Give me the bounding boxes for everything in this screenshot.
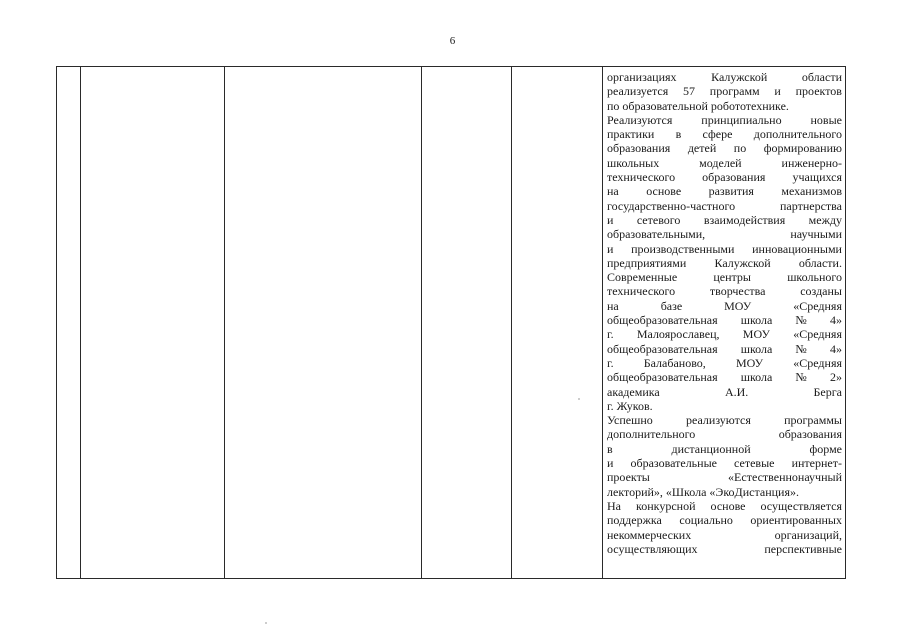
- word: школьного: [787, 270, 842, 285]
- column-divider-4: [511, 67, 512, 578]
- word: г.: [607, 327, 614, 342]
- word: Реализуются: [607, 112, 673, 127]
- word: общеобразовательная: [607, 370, 718, 385]
- word: технического: [607, 284, 676, 299]
- word: и: [774, 84, 781, 99]
- word: государственно-частного: [607, 198, 736, 213]
- word: организаций,: [774, 527, 842, 542]
- word: научными: [790, 227, 842, 242]
- word: области: [801, 70, 842, 84]
- text-line: [607, 528, 842, 542]
- word: конкурсной: [636, 498, 696, 513]
- word: творчества: [709, 284, 766, 299]
- word: механизмов: [781, 184, 842, 199]
- text-line: [607, 156, 842, 170]
- text-line: [607, 99, 842, 113]
- text-line: [607, 84, 842, 98]
- word: базе: [660, 298, 683, 313]
- word: №: [795, 313, 807, 328]
- word: некоммерческих: [607, 527, 692, 542]
- text-line: [607, 199, 842, 213]
- word: Малоярославец,: [636, 327, 720, 342]
- text-line: [607, 327, 842, 341]
- text-line: [607, 470, 842, 484]
- word: моделей: [699, 155, 742, 170]
- word: «ЭкоДистанция».: [709, 484, 799, 499]
- word: образовательные: [630, 456, 717, 471]
- text-line: [607, 227, 842, 241]
- word: «Средняя: [793, 327, 842, 342]
- word: г.: [607, 355, 614, 370]
- word: Успешно: [607, 413, 653, 428]
- word: предприятиями: [607, 255, 687, 270]
- word: МОУ: [724, 298, 752, 313]
- word: осуществляется: [760, 498, 842, 513]
- word: учащихся: [792, 170, 842, 185]
- text-line: [607, 313, 842, 327]
- text-line: [607, 113, 842, 127]
- text-line: [607, 141, 842, 155]
- word: организациях: [607, 70, 677, 84]
- word: 4»: [829, 341, 842, 356]
- word: школьных: [607, 155, 660, 170]
- word: школа: [740, 313, 773, 328]
- text-line: [607, 270, 842, 284]
- word: сетевого: [636, 212, 681, 227]
- word: образования: [702, 170, 766, 185]
- document-table: [56, 66, 846, 579]
- word: образования: [778, 427, 842, 442]
- text-line: [607, 542, 842, 556]
- word: партнерства: [780, 198, 842, 213]
- word: на: [607, 298, 619, 313]
- text-line: [607, 442, 842, 456]
- word: образования: [607, 141, 671, 156]
- word: А.И.: [724, 384, 749, 399]
- text-line: [607, 170, 842, 184]
- word: 4»: [829, 313, 842, 328]
- word: по: [733, 141, 747, 156]
- word: г.: [607, 398, 614, 413]
- text-line: [607, 299, 842, 313]
- word: проектов: [795, 84, 842, 99]
- text-line: [607, 385, 842, 399]
- word: «Естественнонаучный: [728, 470, 842, 485]
- text-line: [607, 127, 842, 141]
- text-line: [607, 399, 842, 413]
- word: Калужской: [711, 70, 768, 84]
- word: образовательными,: [607, 227, 706, 242]
- word: в: [607, 441, 613, 456]
- word: реализуется: [607, 84, 669, 99]
- word: робототехнике.: [710, 98, 789, 113]
- word: №: [795, 370, 807, 385]
- word: практики: [607, 127, 655, 142]
- word: дополнительного: [753, 127, 842, 142]
- word: общеобразовательная: [607, 313, 718, 328]
- text-line: [607, 213, 842, 227]
- word: перспективные: [764, 541, 842, 556]
- word: в: [675, 127, 682, 142]
- word: и: [607, 241, 614, 256]
- word: Балабаново,: [643, 355, 706, 370]
- word: проекты: [607, 470, 650, 485]
- text-line: [607, 256, 842, 270]
- word: сетевые: [734, 456, 775, 471]
- text-line: [607, 370, 842, 384]
- word: общеобразовательная: [607, 341, 718, 356]
- word: академика: [607, 384, 660, 399]
- word: лекторий»,: [607, 484, 663, 499]
- text-line: [607, 70, 842, 84]
- word: Берга: [813, 384, 842, 399]
- word: развития: [708, 184, 754, 199]
- text-line: [607, 184, 842, 198]
- column-divider-5: [602, 67, 603, 578]
- text-line: [607, 499, 842, 513]
- word: Калужской: [714, 255, 771, 270]
- word: «Средняя: [793, 298, 842, 313]
- word: технического: [607, 170, 676, 185]
- word: реализуются: [686, 413, 751, 428]
- text-line: [607, 513, 842, 527]
- word: дистанционной: [671, 441, 751, 456]
- word: центры: [713, 270, 751, 285]
- word: 2»: [829, 370, 842, 385]
- word: МОУ: [742, 327, 770, 342]
- column-divider-3: [421, 67, 422, 578]
- word: 57: [683, 84, 695, 99]
- description-cell: [607, 70, 842, 556]
- word: «Средняя: [793, 355, 842, 370]
- word: инновационными: [752, 241, 842, 256]
- page-number: 6: [449, 35, 456, 47]
- word: созданы: [800, 284, 842, 299]
- column-divider-2: [224, 67, 225, 578]
- word: МОУ: [735, 355, 764, 370]
- word: школа: [740, 341, 773, 356]
- word: «Школа: [665, 484, 707, 499]
- word: программ: [709, 84, 760, 99]
- word: основе: [646, 184, 682, 199]
- word: по: [607, 98, 620, 113]
- word: школа: [740, 370, 773, 385]
- word: форме: [809, 441, 842, 456]
- text-line: [607, 427, 842, 441]
- word: принципиально: [701, 112, 782, 127]
- word: программы: [784, 413, 842, 428]
- word: социально: [679, 513, 733, 528]
- text-line: [607, 356, 842, 370]
- word: ориентированных: [750, 513, 842, 528]
- word: на: [607, 184, 619, 199]
- word: взаимодействия: [703, 212, 786, 227]
- word: инженерно-: [781, 155, 842, 170]
- word: поддержка: [607, 513, 662, 528]
- word: Жуков.: [616, 398, 653, 413]
- word: и: [607, 212, 614, 227]
- column-divider-1: [80, 67, 81, 578]
- word: №: [795, 341, 807, 356]
- word: интернет-: [791, 456, 842, 471]
- scan-speck: [265, 622, 267, 624]
- word: дополнительного: [607, 427, 696, 442]
- word: формированию: [763, 141, 842, 156]
- word: На: [607, 498, 621, 513]
- text-line: [607, 242, 842, 256]
- word: основе: [710, 498, 746, 513]
- scan-speck: [578, 398, 580, 400]
- word: производственными: [631, 241, 735, 256]
- text-line: [607, 456, 842, 470]
- word: осуществляющих: [607, 541, 698, 556]
- text-line: [607, 485, 842, 499]
- text-line: [607, 342, 842, 356]
- text-line: [607, 413, 842, 427]
- word: между: [808, 212, 842, 227]
- word: области.: [798, 255, 842, 270]
- word: Современные: [607, 270, 678, 285]
- word: образовательной: [622, 98, 708, 113]
- word: и: [607, 456, 614, 471]
- word: новые: [810, 112, 842, 127]
- word: сфере: [702, 127, 733, 142]
- word: детей: [687, 141, 717, 156]
- text-line: [607, 284, 842, 298]
